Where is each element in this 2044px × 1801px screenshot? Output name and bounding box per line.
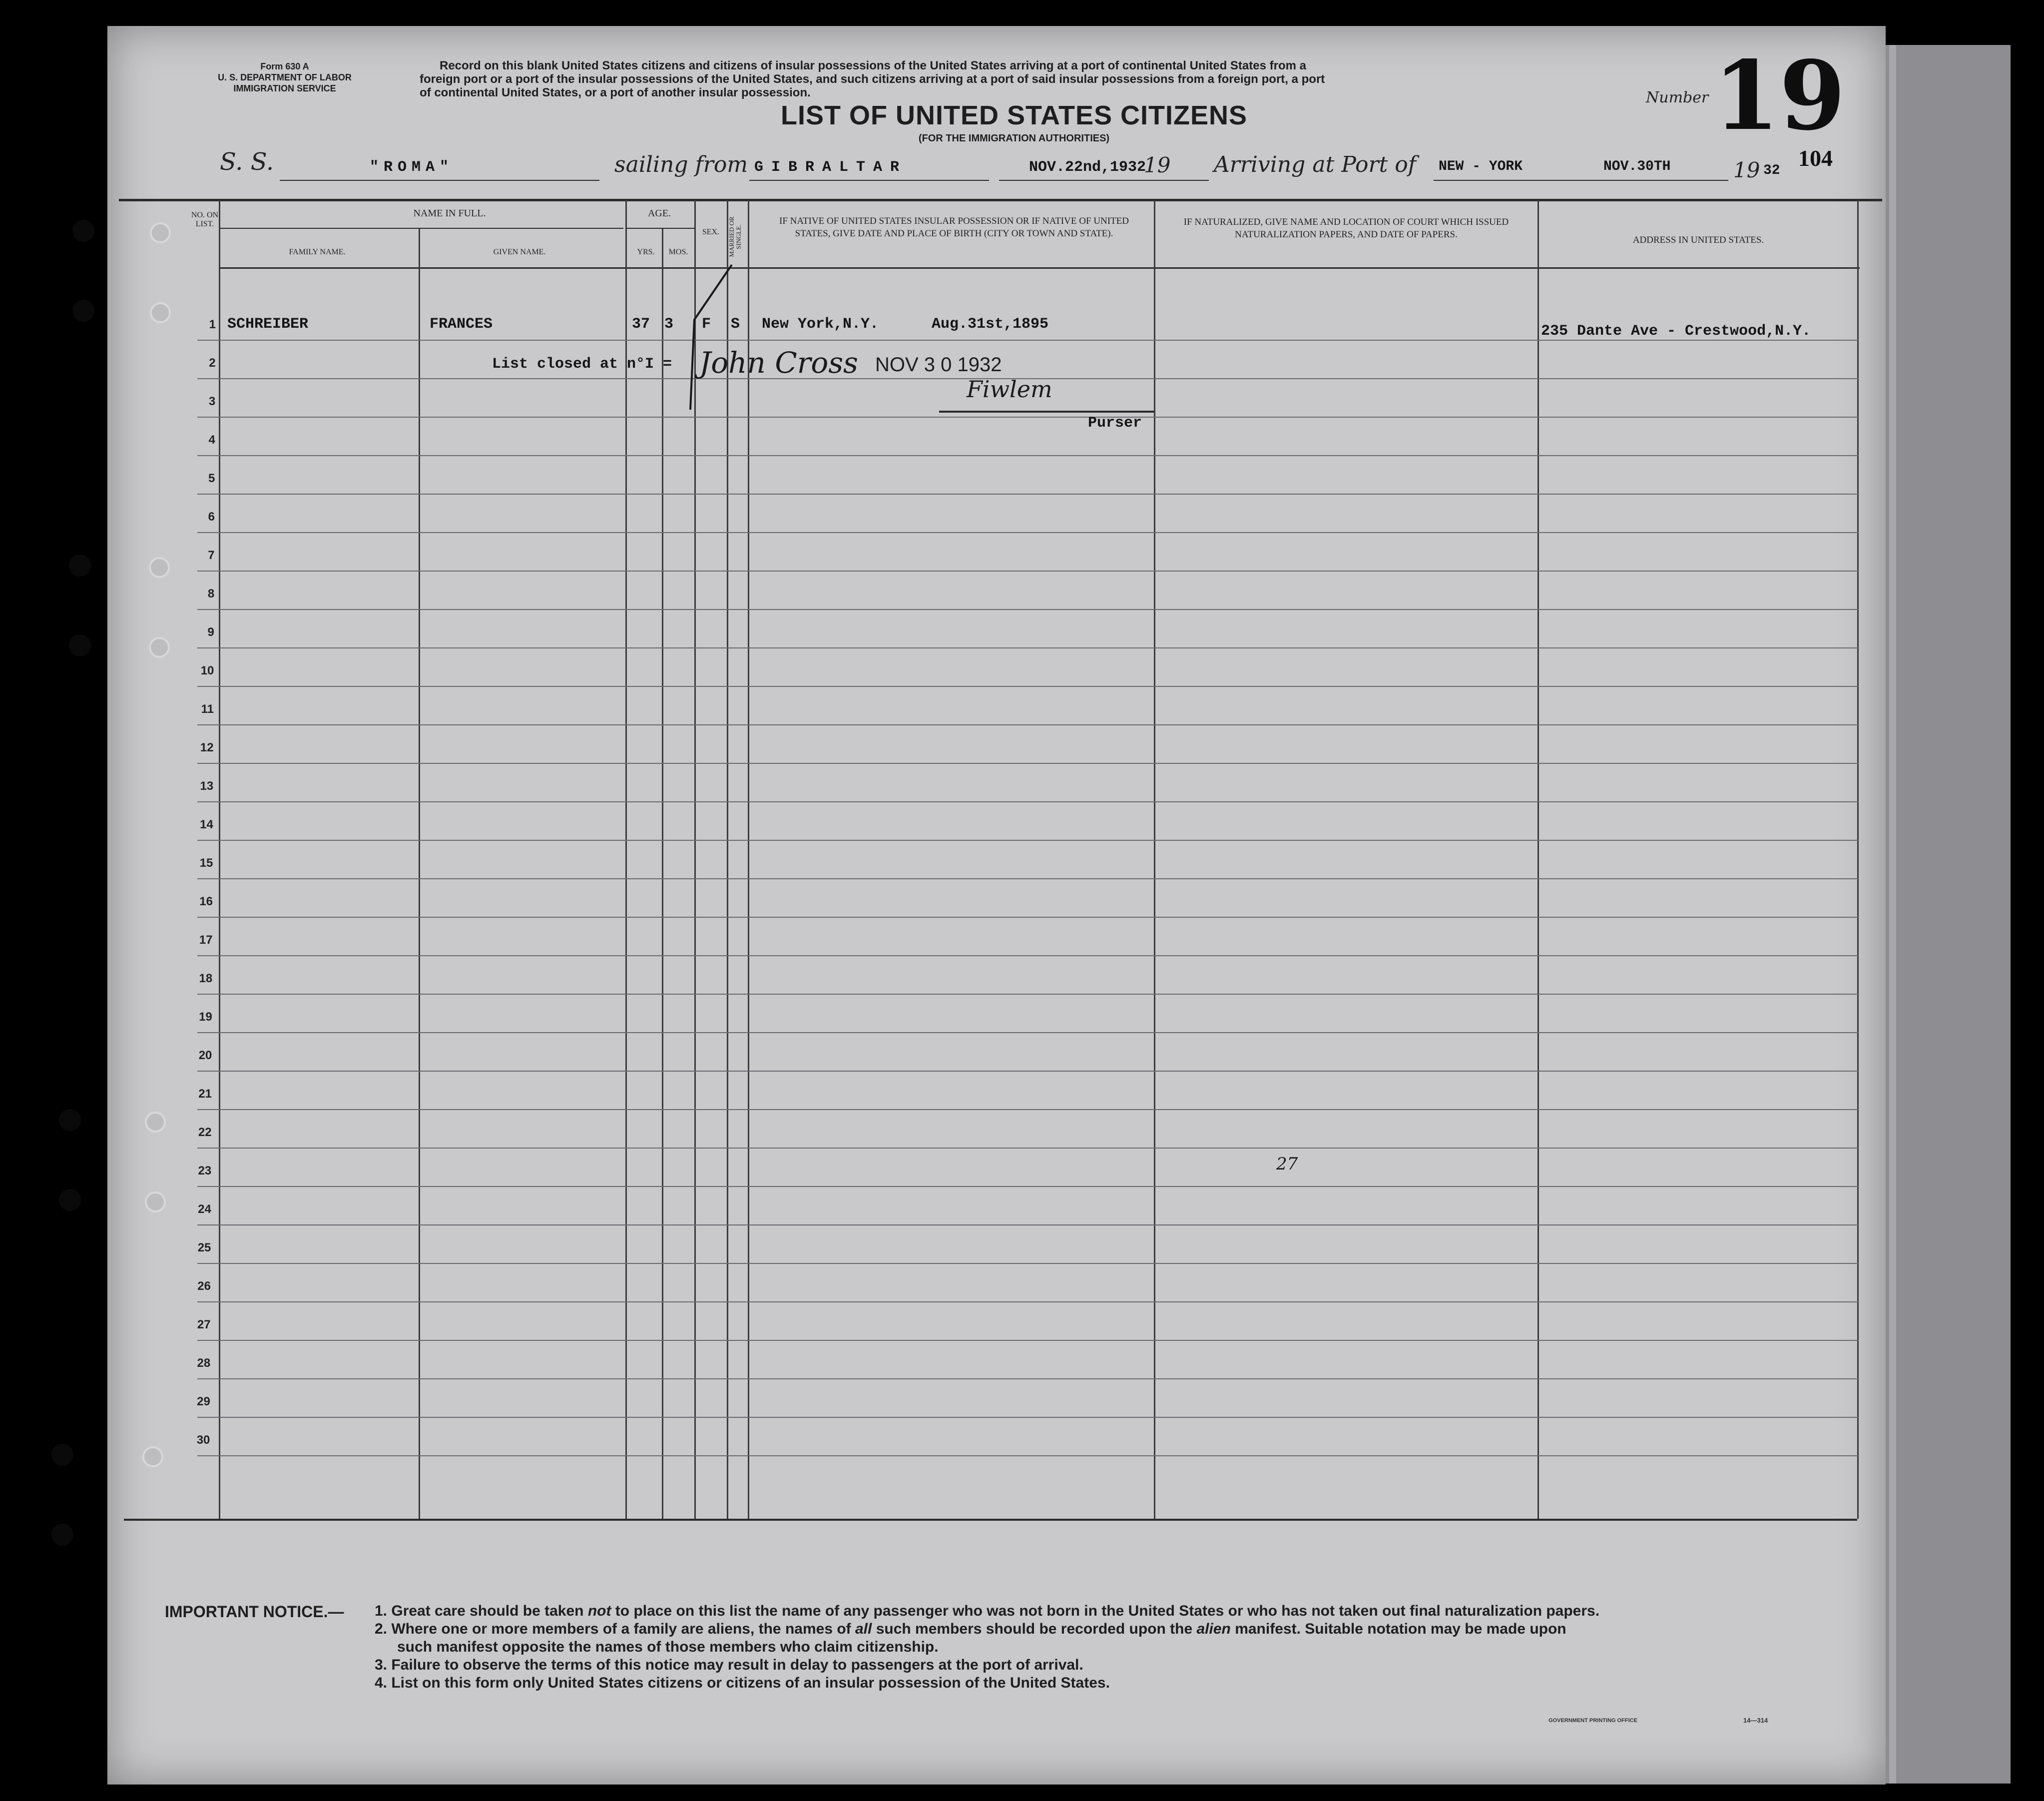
- date-stamp: NOV 3 0 1932: [875, 354, 1002, 376]
- entry-marital-status: S: [731, 316, 740, 333]
- row-rule: [197, 1455, 1858, 1456]
- row-number: 27: [197, 1318, 211, 1331]
- binder-hole-reinforcement: [142, 1446, 163, 1467]
- header-bottom-border: [219, 267, 1860, 269]
- binder-hole: [51, 1524, 73, 1546]
- row-number: 15: [199, 856, 213, 870]
- row-number: 25: [197, 1241, 211, 1254]
- entry-family-name: SCHREIBER: [227, 316, 309, 333]
- column-divider: [625, 200, 627, 1519]
- notice-text: 1. Great care should be taken: [375, 1603, 588, 1619]
- row-rule: [197, 878, 1858, 879]
- notice-text: to place on this list the name of any passenger who was not born in the United States or who has not taken out final naturalization papers.: [611, 1603, 1600, 1619]
- binder-hole: [72, 300, 94, 322]
- row-number: 4: [208, 433, 215, 447]
- binder-hole: [51, 1444, 73, 1466]
- notice-item-3: 3. Failure to observe the terms of this notice may result in delay to passengers at the port of arrival.: [375, 1657, 1083, 1673]
- notice-emphasis: all: [855, 1621, 872, 1637]
- binder-hole-reinforcement: [149, 557, 170, 578]
- list-closed-label: List closed at n°I =: [492, 356, 672, 373]
- page-number: 104: [1798, 145, 1833, 171]
- col-header-given-name: GIVEN NAME.: [493, 248, 546, 256]
- row-rule: [197, 686, 1858, 687]
- row-rule: [197, 1340, 1858, 1341]
- binder-hole: [69, 555, 91, 577]
- row-number: 19: [199, 1010, 212, 1024]
- department-name: U. S. DEPARTMENT OF LABOR: [218, 72, 352, 82]
- col-header-married-or-single: MARRIED OR SINGLE.: [728, 216, 742, 257]
- column-divider: [219, 200, 220, 1519]
- col-header-no-on-list: NO. ON LIST.: [191, 211, 219, 228]
- col-header-sex: SEX.: [702, 228, 720, 236]
- row-rule: [197, 571, 1858, 572]
- port-arrival-underline: [1434, 180, 1728, 181]
- purser-label: Purser: [1088, 415, 1142, 432]
- entry-birth-date: Aug.31st,1895: [932, 316, 1049, 333]
- row-rule: [197, 455, 1858, 456]
- year-sailed-suffix: 19: [1144, 153, 1171, 177]
- row-rule: [197, 1378, 1858, 1379]
- table-top-border: [119, 199, 1882, 201]
- entry-sex: F: [702, 316, 711, 333]
- col-header-name-in-full: NAME IN FULL.: [413, 208, 486, 219]
- check-mark: [684, 260, 739, 420]
- row-number: 1: [209, 318, 216, 331]
- port-from-underline: [749, 180, 989, 181]
- notice-item-1: [375, 1603, 1599, 1620]
- entry-age-months: 3: [664, 316, 674, 333]
- entry-birth-place: New York,N.Y.: [762, 316, 879, 333]
- row-rule: [197, 417, 1858, 418]
- arriving-label: Arriving at Port of: [1214, 152, 1417, 177]
- binder-hole-reinforcement: [149, 637, 170, 658]
- row-rule: [197, 647, 1858, 648]
- row-number: 3: [208, 395, 216, 408]
- stray-mark: 27: [1276, 1154, 1298, 1174]
- row-rule: [197, 917, 1858, 918]
- row-number: 5: [208, 472, 215, 485]
- notice-heading: IMPORTANT NOTICE.—: [165, 1603, 344, 1621]
- row-number: 8: [207, 587, 215, 600]
- row-rule: [197, 1071, 1858, 1072]
- row-number: 16: [199, 895, 213, 908]
- col-header-address: ADDRESS IN UNITED STATES.: [1632, 235, 1764, 245]
- col-header-naturalization: IF NATURALIZED, GIVE NAME AND LOCATION OF COURT WHICH ISSUED NATURALIZATION PAPERS, AND DATE OF PAPERS.: [1183, 217, 1509, 240]
- purser-signature: Fiwlem: [967, 376, 1052, 403]
- official-signature: John Cross: [699, 346, 858, 380]
- row-number: 9: [207, 625, 214, 639]
- row-number: 30: [196, 1433, 210, 1447]
- ship-underline: [280, 180, 599, 181]
- row-rule: [197, 1109, 1858, 1110]
- number-label: Number: [1646, 89, 1709, 106]
- row-rule: [197, 1148, 1858, 1149]
- row-rule: [197, 494, 1858, 495]
- row-rule: [197, 763, 1858, 764]
- binder-hole-reinforcement: [150, 302, 171, 323]
- page-edge: [1886, 45, 2011, 1784]
- notice-text: such members should be recorded upon the: [872, 1621, 1197, 1637]
- notice-item-4: 4. List on this form only United States citizens or citizens of an insular possession of the United States.: [375, 1675, 1110, 1691]
- notice-item-2-continued: such manifest opposite the names of those members who claim citizenship.: [397, 1639, 939, 1655]
- row-number: 10: [200, 664, 214, 677]
- row-number: 18: [199, 972, 213, 985]
- entry-age-years: 37: [632, 316, 650, 333]
- row-number: 22: [198, 1126, 212, 1139]
- instructions-block: [420, 59, 1558, 99]
- age-header-divider: [627, 228, 694, 229]
- col-header-family-name: FAMILY NAME.: [289, 248, 346, 256]
- binder-hole: [69, 634, 91, 656]
- binder-hole: [72, 220, 94, 242]
- year-arrival-prefix: 19: [1733, 158, 1760, 182]
- purser-signature-line: [939, 411, 1154, 413]
- row-rule: [197, 724, 1858, 725]
- row-rule: [197, 840, 1858, 841]
- row-rule: [197, 1032, 1858, 1033]
- binder-hole-reinforcement: [150, 222, 171, 243]
- table-bottom-border: [124, 1519, 1857, 1521]
- row-rule: [197, 340, 1858, 341]
- column-divider: [419, 229, 420, 1519]
- column-divider: [1537, 200, 1539, 1519]
- row-number: 28: [197, 1356, 211, 1370]
- notice-emphasis: not: [587, 1603, 611, 1619]
- column-divider: [748, 200, 749, 1519]
- name-header-divider: [219, 228, 623, 229]
- row-rule: [197, 801, 1858, 802]
- instruction-line: of continental United States, or a port of another insular possession.: [420, 86, 811, 99]
- binder-hole: [59, 1189, 81, 1211]
- row-rule: [197, 609, 1858, 610]
- col-header-birth-place: IF NATIVE OF UNITED STATES INSULAR POSSESSION OR IF NATIVE OF UNITED STATES, GIVE DATE AND PLACE OF BIRTH (CITY OR TOWN AND STATE).: [779, 216, 1129, 239]
- form-sheet: [107, 26, 1886, 1785]
- page-edge-highlight: [1889, 45, 1896, 1784]
- row-number: 12: [200, 741, 214, 754]
- column-divider: [662, 229, 663, 1519]
- page-subtitle: (FOR THE IMMIGRATION AUTHORITIES): [918, 133, 1110, 144]
- instruction-line: foreign port or a port of the insular possessions of the United States, and such citizens arriving at a port of said insular possessions from a foreign port, a port: [420, 72, 1325, 86]
- row-number: 2: [209, 356, 216, 370]
- row-rule: [197, 1301, 1858, 1302]
- binder-hole: [59, 1109, 81, 1131]
- row-number: 6: [208, 510, 215, 524]
- row-number: 17: [199, 933, 213, 947]
- entry-given-name: FRANCES: [430, 316, 493, 333]
- instruction-line: Record on this blank United States citizens and citizens of insular possessions of the United States arriving at a port of continental United States from a: [440, 59, 1306, 72]
- col-header-yrs: YRS.: [637, 248, 655, 256]
- row-number: 11: [201, 702, 214, 716]
- row-rule: [197, 1224, 1858, 1225]
- list-number: 19: [1713, 40, 1846, 151]
- row-rule: [197, 532, 1858, 533]
- notice-text: manifest. Suitable notation may be made upon: [1230, 1621, 1566, 1637]
- row-rule: [197, 994, 1858, 995]
- column-divider: [1154, 200, 1155, 1519]
- form-number: Form 630 A: [260, 61, 309, 71]
- row-number: 29: [197, 1395, 210, 1408]
- col-header-age: AGE.: [647, 208, 671, 219]
- notice-item-2: [375, 1621, 1566, 1638]
- entry-address: 235 Dante Ave - Crestwood,N.Y.: [1541, 323, 1811, 340]
- row-number: 13: [200, 779, 214, 793]
- row-rule: [197, 955, 1858, 956]
- row-number: 7: [208, 549, 215, 562]
- date-sailed: NOV.22nd,1932: [1029, 159, 1146, 176]
- col-header-mos: MOS.: [668, 248, 688, 256]
- ship-name: "ROMA": [370, 159, 454, 176]
- notice-text: 2. Where one or more members of a family are aliens, the names of: [375, 1621, 855, 1637]
- page-title: LIST OF UNITED STATES CITIZENS: [781, 100, 1247, 130]
- binder-hole-reinforcement: [145, 1112, 166, 1133]
- row-rule: [197, 1263, 1858, 1264]
- port-arrival: NEW - YORK: [1439, 159, 1523, 174]
- form-info: [190, 61, 380, 94]
- row-number: 24: [198, 1202, 211, 1216]
- notice-emphasis: alien: [1196, 1621, 1231, 1637]
- port-from: GIBRALTAR: [754, 159, 908, 176]
- sailing-label: sailing from: [614, 152, 748, 177]
- row-number: 20: [198, 1049, 212, 1062]
- printer-credit: GOVERNMENT PRINTING OFFICE: [1548, 1718, 1637, 1724]
- column-divider: [1857, 200, 1859, 1519]
- row-number: 26: [197, 1279, 211, 1293]
- binder-hole-reinforcement: [145, 1192, 166, 1212]
- row-rule: [197, 1417, 1858, 1418]
- form-code: 14—314: [1743, 1717, 1768, 1724]
- date-sailed-underline: [999, 180, 1209, 181]
- ss-label: S. S.: [220, 148, 274, 176]
- row-number: 23: [198, 1164, 212, 1178]
- row-number: 21: [198, 1087, 212, 1101]
- row-rule: [197, 1186, 1858, 1187]
- year-arrival-suffix: 32: [1763, 163, 1780, 178]
- date-arrival: NOV.30TH: [1603, 159, 1671, 174]
- row-number: 14: [200, 818, 213, 831]
- service-name: IMMIGRATION SERVICE: [233, 83, 336, 93]
